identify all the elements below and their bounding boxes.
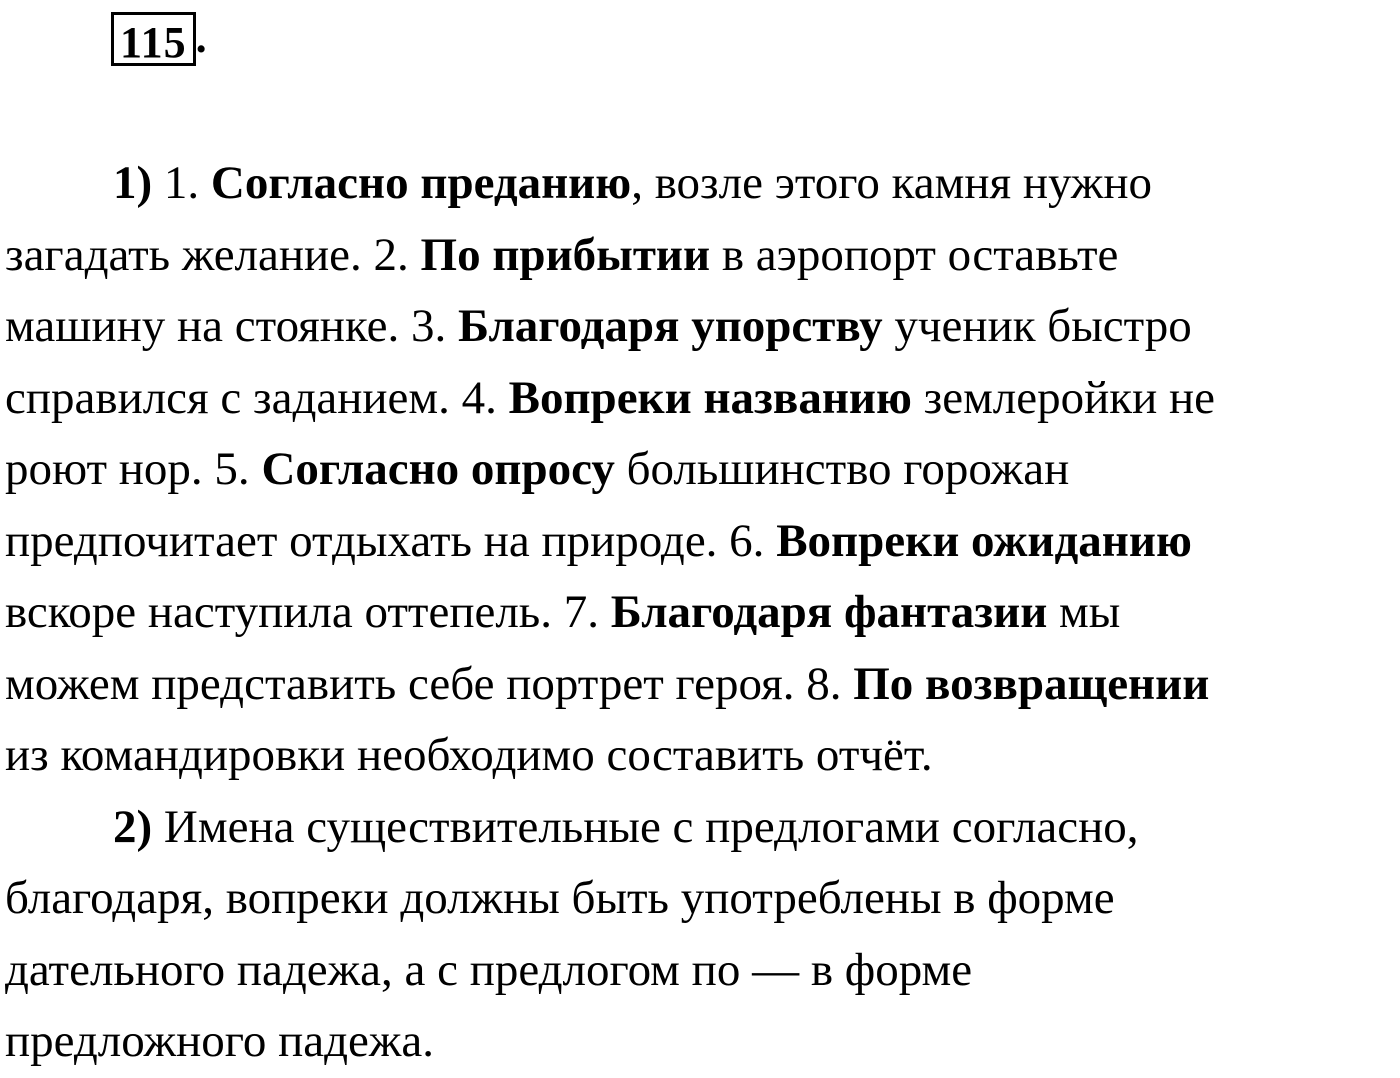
- exercise-number-header: [111, 6, 207, 66]
- bold-phrase: Вопреки ожиданию: [776, 514, 1192, 567]
- text-segment: вскоре наступила оттепель. 7.: [5, 586, 611, 638]
- text-line: [5, 649, 1397, 721]
- text-segment: роют нор. 5.: [5, 443, 262, 495]
- text-line: [5, 506, 1397, 578]
- text-line: [5, 863, 1397, 935]
- text-line: [5, 935, 1397, 1007]
- text-line: [5, 434, 1397, 506]
- text-segment: предпочитает отдыхать на природе. 6.: [5, 514, 777, 567]
- text-line: [5, 220, 1397, 292]
- text-line: [5, 792, 1397, 864]
- exercise-text: [5, 148, 1397, 1078]
- bold-phrase: Согласно преданию: [210, 157, 632, 209]
- bold-phrase: Вопреки названию: [508, 371, 912, 424]
- text-segment: дательного падежа, а с предлогом по — в форме: [5, 943, 973, 996]
- text-segment: можем представить себе портрет героя. 8.: [5, 657, 854, 710]
- text-segment: ученик быстро: [882, 300, 1192, 352]
- text-segment: из командировки необходимо составить отчёт.: [5, 729, 933, 781]
- text-line: [5, 720, 1397, 792]
- text-line: [5, 363, 1397, 435]
- part-label: 1): [113, 157, 153, 209]
- text-segment: справился с заданием. 4.: [5, 371, 509, 424]
- bold-phrase: По возвращении: [853, 657, 1210, 710]
- part-2: [5, 792, 1397, 1078]
- text-segment: загадать желание. 2.: [5, 228, 421, 281]
- text-segment: землеройки не: [911, 371, 1216, 424]
- text-line: [5, 148, 1397, 220]
- exercise-number-box: 115: [111, 12, 196, 66]
- text-segment: , возле этого камня нужно: [631, 157, 1153, 209]
- part-1: [5, 148, 1397, 792]
- text-segment: благодаря, вопреки должны быть употреблены в форме: [5, 872, 1115, 924]
- text-line: [5, 1006, 1397, 1078]
- part-label: 2): [113, 800, 153, 853]
- text-segment: большинство горожан: [614, 443, 1070, 495]
- bold-phrase: Благодаря упорству: [457, 300, 883, 352]
- text-line: [5, 291, 1397, 363]
- bold-phrase: Согласно опросу: [261, 443, 615, 495]
- text-segment: машину на стоянке. 3.: [5, 300, 458, 352]
- text-segment: мы: [1047, 586, 1121, 638]
- bold-phrase: По прибытии: [420, 228, 711, 281]
- text-segment: 1.: [152, 157, 211, 209]
- exercise-number-dot: .: [195, 13, 207, 62]
- text-line: [5, 577, 1397, 649]
- bold-phrase: Благодаря фантазии: [610, 586, 1048, 638]
- text-segment: в аэропорт оставьте: [710, 228, 1119, 281]
- text-segment: Имена существительные с предлогами согласно,: [152, 800, 1139, 853]
- text-segment: предложного падежа.: [5, 1015, 434, 1067]
